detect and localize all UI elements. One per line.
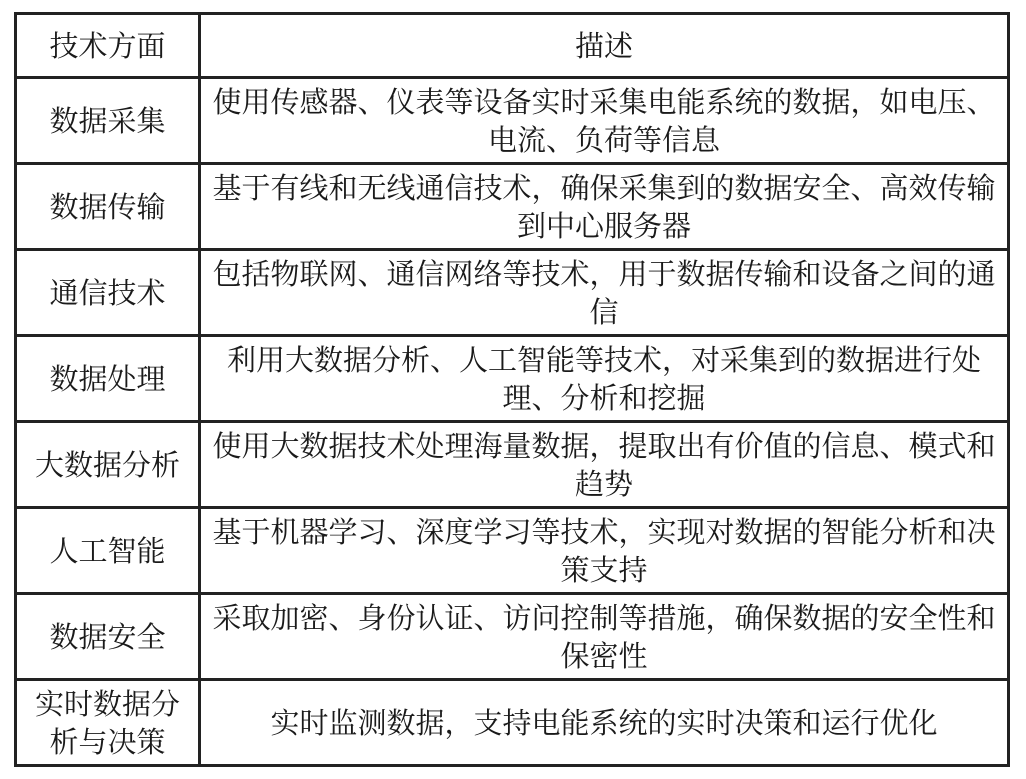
table-row: [16, 164, 1009, 250]
table-row: [16, 422, 1009, 508]
table-header-row: [16, 14, 1009, 78]
aspect-cell: 实时数据分析与决策: [16, 680, 200, 766]
table-row: [16, 336, 1009, 422]
aspect-cell: 数据安全: [16, 594, 200, 680]
table-row: [16, 250, 1009, 336]
description-cell: 基于机器学习、深度学习等技术，实现对数据的智能分析和决策支持: [200, 508, 1009, 594]
table-row: [16, 508, 1009, 594]
technology-table: [14, 12, 1010, 767]
description-cell: 实时监测数据，支持电能系统的实时决策和运行优化: [200, 680, 1009, 766]
header-description: 描述: [200, 14, 1009, 78]
table-row: [16, 78, 1009, 164]
table-row: [16, 594, 1009, 680]
technology-table-container: [14, 12, 1007, 766]
table-row: [16, 680, 1009, 766]
aspect-cell: 通信技术: [16, 250, 200, 336]
description-cell: 包括物联网、通信网络等技术，用于数据传输和设备之间的通信: [200, 250, 1009, 336]
aspect-cell: 人工智能: [16, 508, 200, 594]
description-cell: 使用传感器、仪表等设备实时采集电能系统的数据，如电压、电流、负荷等信息: [200, 78, 1009, 164]
aspect-cell: 大数据分析: [16, 422, 200, 508]
header-aspect: 技术方面: [16, 14, 200, 78]
aspect-cell: 数据处理: [16, 336, 200, 422]
description-cell: 基于有线和无线通信技术，确保采集到的数据安全、高效传输到中心服务器: [200, 164, 1009, 250]
description-cell: 采取加密、身份认证、访问控制等措施，确保数据的安全性和保密性: [200, 594, 1009, 680]
description-cell: 使用大数据技术处理海量数据，提取出有价值的信息、模式和趋势: [200, 422, 1009, 508]
description-cell: 利用大数据分析、人工智能等技术，对采集到的数据进行处理、分析和挖掘: [200, 336, 1009, 422]
aspect-cell: 数据采集: [16, 78, 200, 164]
aspect-cell: 数据传输: [16, 164, 200, 250]
